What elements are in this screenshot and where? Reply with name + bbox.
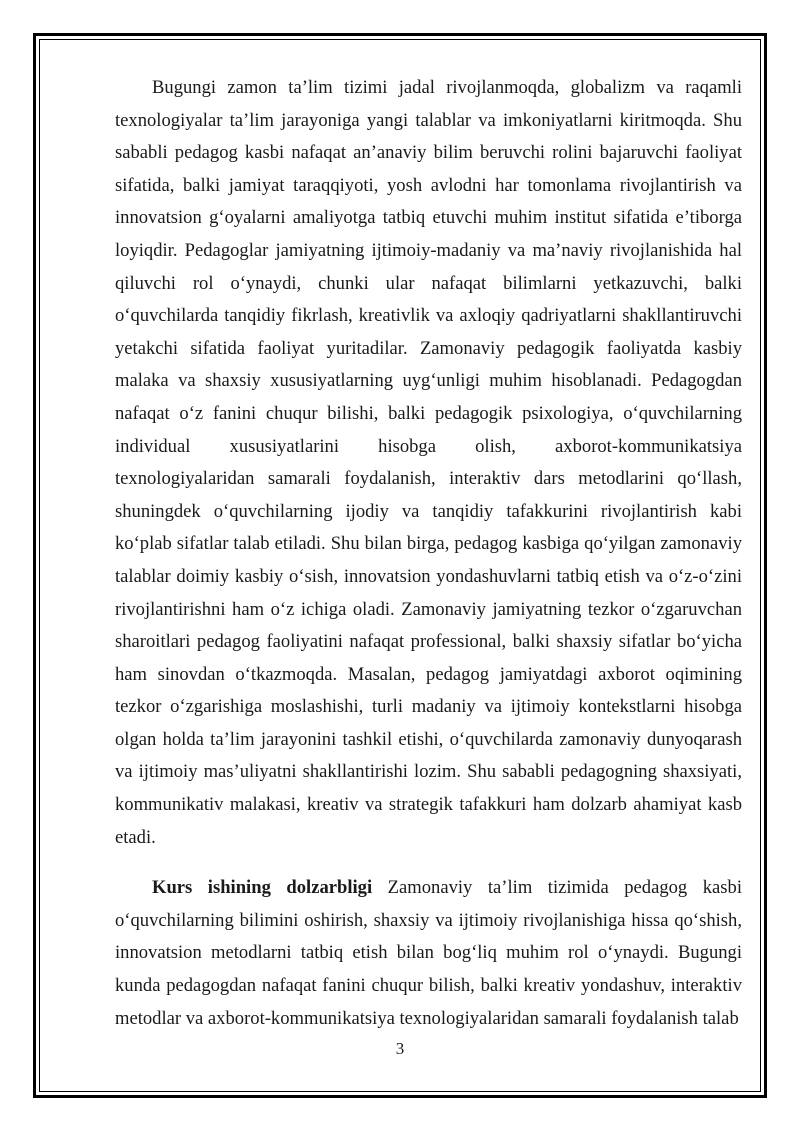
paragraph-intro: Bugungi zamon ta’lim tizimi jadal rivojlanmoqda, globalizm va raqamli texnologiyalar ta’lim jarayoniga yangi talablar va imkoniyatlarni kiritmoqda. Shu sababli pedagog kasbi nafaqat an’anaviy bilim beruvchi rolini bajaruvchi faoliyat sifatida, balki jamiyat taraqqiyoti, yosh avlodni har tomonlama rivojlantirish va innovatsion g‘oyalarni amaliyotga tatbiq etuvchi muhim institut sifatida e’tiborga loyiqdir. Pedagoglar jamiyatning ijtimoiy-madaniy va ma’naviy rivojlanishida hal qiluvchi rol o‘ynaydi, chunki ular nafaqat bilimlarni yetkazuvchi, balki o‘quvchilarda tanqidiy fikrlash, kreativlik va axloqiy qadriyatlarni shakllantiruvchi yetakchi sifatida faoliyat yuritadilar. Zamonaviy pedagogik faoliyatda kasbiy malaka va shaxsiy xususiyatlarning uyg‘unligi muhim hisoblanadi. Pedagogdan nafaqat o‘z fanini chuqur bilishi, balki pedagogik psixologiya, o‘quvchilarning individual xususiyatlarini hisobga olish, axborot-kommunikatsiya texnologiyalaridan samarali foydalanish, interaktiv dars metodlarini qo‘llash, shuningdek o‘quvchilarning ijodiy va tanqidiy tafakkurini rivojlantirish kabi ko‘plab sifatlar talab etiladi. Shu bilan birga, pedagog kasbiga qo‘yilgan zamonaviy talablar doimiy kasbiy o‘sish, innovatsion yondashuvlarni tatbiq etish va o‘z-o‘zini rivojlantirishni ham o‘z ichiga oladi. Zamonaviy jamiyatning tezkor o‘zgaruvchan sharoitlari pedagog faoliyatini nafaqat professional, balki shaxsiy sifatlar bo‘yicha ham sinovdan o‘tkazmoqda. Masalan, pedagog jamiyatdagi axborot oqimining tezkor o‘zgarishiga moslashishi, turli madaniy va ijtimoiy kontekstlarni hisobga olgan holda ta’lim jarayonini tashkil etishi, o‘quvchilarda zamonaviy dunyoqarash va ijtimoiy mas’uliyatni shakllantirishi lozim. Shu sababli pedagogning shaxsiyati, kommunikativ malakasi, kreativ va strategik tafakkuri ham dolzarb ahamiyat kasb etadi. <box>115 77 742 848</box>
paragraph-relevance-text: Zamonaviy ta’lim tizimida pedagog kasbi o‘quvchilarning bilimini oshirish, shaxsiy va ijtimoiy rivojlanishiga hissa qo‘shish, innovatsion metodlarni tatbiq etish bilan bog‘liq muhim rol o‘ynaydi. Bugungi kunda pedagogdan nafaqat fanini chuqur bilish, balki kreativ yondashuv, interaktiv metodlar va axborot-kommunikatsiya texnologiyalaridan samarali foydalanish talab <box>115 877 743 1029</box>
paragraph-relevance <box>115 872 742 1035</box>
section-heading-relevance: Kurs ishining dolzarbligi <box>152 877 373 899</box>
page-number: 3 <box>395 1039 405 1058</box>
document-body <box>115 72 742 1035</box>
